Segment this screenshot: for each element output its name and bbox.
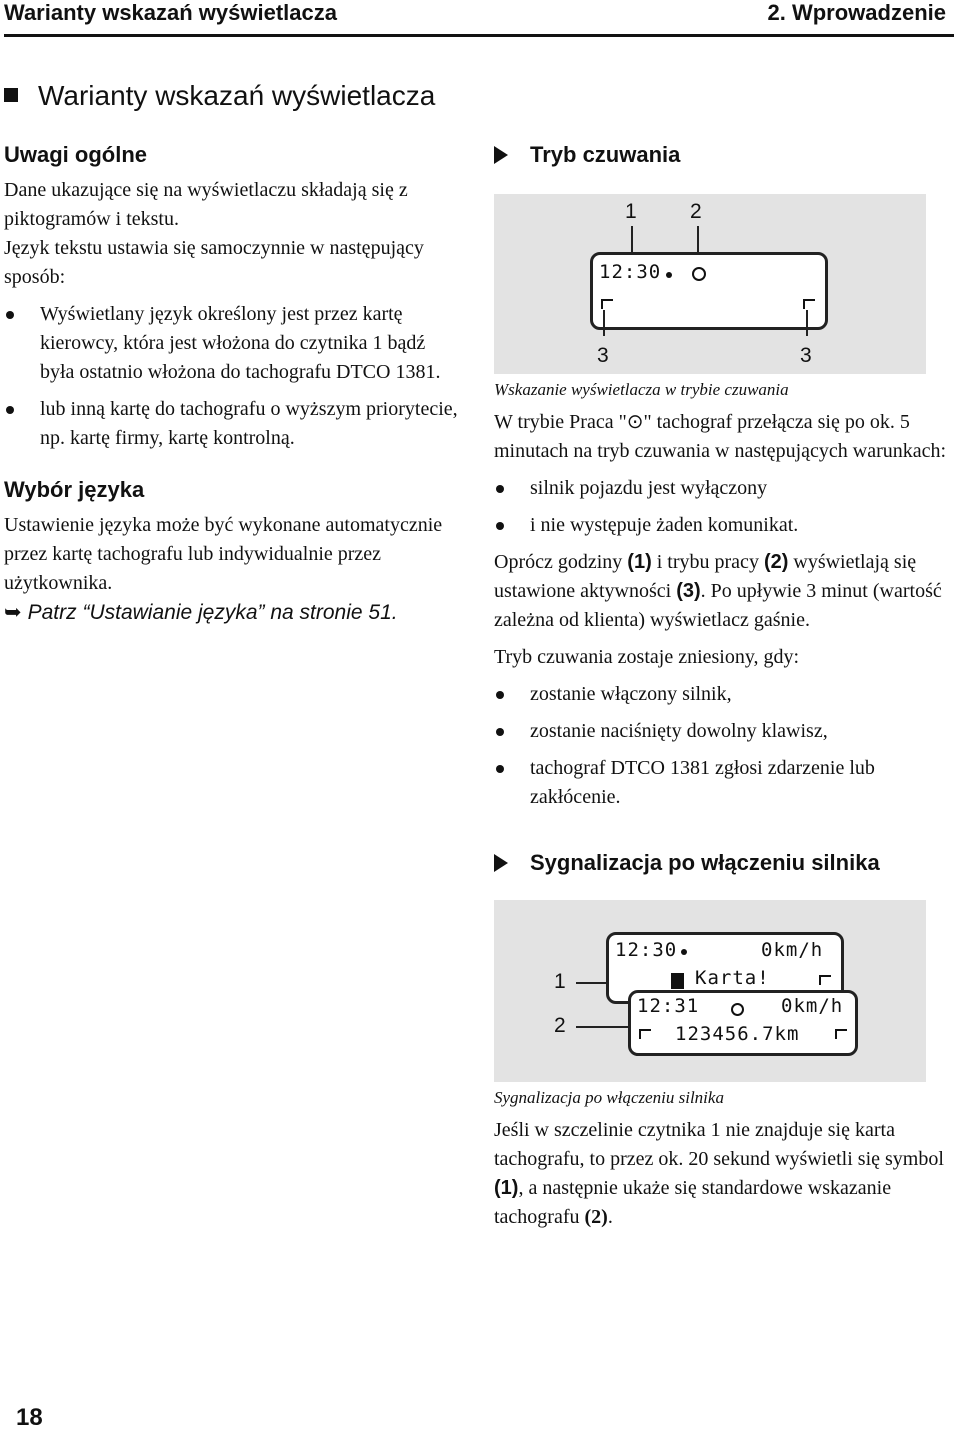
- triangle-right-icon: [494, 146, 508, 164]
- ignition-paragraph: [494, 1116, 954, 1232]
- text-span: wyświetlają się ustawione aktywności: [494, 551, 917, 602]
- lcd-odometer: 123456.7km: [675, 1023, 800, 1045]
- lcd-speed: 0km/h: [761, 939, 824, 961]
- bullet-dot-icon: [6, 311, 14, 319]
- rest-bed-icon: [601, 299, 613, 309]
- header-section-title: Warianty wskazań wyświetlacza: [4, 0, 337, 25]
- header-chapter-title: 2. Wprowadzenie: [767, 0, 946, 25]
- ignition-heading-text: Sygnalizacja po włączeniu silnika: [530, 850, 880, 875]
- list-item: [4, 395, 462, 453]
- standby-paragraph-2: [494, 548, 954, 635]
- square-bullet-icon: [4, 88, 18, 102]
- list-item-text: Wyświetlany język określony jest przez kartę kierowcy, która jest włożona do czytnika 1 bądź była ostatnio włożona do tachografu DTCO 1381.: [40, 303, 441, 383]
- standby-paragraph-1: W trybie Praca "⊙" tachograf przełącza się po ok. 5 minutach na tryb czuwania w następujących warunkach:: [494, 411, 947, 462]
- standby-heading-text: Tryb czuwania: [530, 142, 681, 167]
- callout-1: 1: [625, 200, 637, 223]
- language-selection-heading: Wybór języka: [4, 477, 145, 502]
- general-notes-paragraph-2: Język tekstu ustawia się samoczynnie w następujący sposób:: [4, 237, 424, 288]
- ignition-heading: [494, 850, 954, 876]
- standby-display-figure: [494, 194, 926, 374]
- callout-2: 2: [690, 200, 702, 223]
- ref-1: (1): [494, 1177, 519, 1199]
- list-item: [4, 300, 462, 387]
- language-rules-list: [4, 300, 462, 453]
- text-span: .: [607, 1206, 613, 1228]
- right-column: [494, 142, 954, 1232]
- list-item: [494, 680, 954, 709]
- callout-1: 1: [554, 970, 566, 993]
- text-span: . Po upływie 3 minut (wartość zależna od klienta) wyświetlacz gaśnie.: [494, 580, 942, 631]
- arrow-right-icon: ➥: [4, 601, 22, 624]
- header-rule: [4, 34, 954, 37]
- list-item: [494, 474, 954, 503]
- cross-reference-text: Patrz “Ustawianie języka” na stronie 51.: [27, 601, 398, 624]
- text-span: , a następnie ukaże się standardowe wskazanie tachografu: [494, 1177, 892, 1228]
- page-title: [4, 80, 435, 112]
- left-column: [4, 142, 462, 627]
- standby-heading: [494, 142, 954, 168]
- ref-2: (2): [763, 551, 789, 573]
- standby-circle-icon: [692, 267, 706, 281]
- rest-bed-icon: [803, 299, 815, 309]
- lcd-speed: 0km/h: [781, 995, 844, 1017]
- ref-1: (1): [627, 551, 652, 573]
- lcd-time: 12:30: [599, 261, 662, 283]
- text-span: i trybu pracy: [651, 551, 764, 573]
- ignition-figure-caption: Sygnalizacja po włączeniu silnika: [494, 1088, 724, 1107]
- page-title-text: Warianty wskazań wyświetlacza: [38, 80, 436, 111]
- bullet-dot-icon: [496, 765, 504, 773]
- general-notes-heading: Uwagi ogólne: [4, 142, 147, 167]
- ignition-display-figure: [494, 900, 926, 1082]
- bullet-dot-icon: [496, 691, 504, 699]
- callout-line: [631, 226, 633, 254]
- language-selection-paragraph: Ustawienie języka może być wykonane automatycznie przez kartę tachografu lub indywidualnie przez użytkownika.: [4, 514, 443, 594]
- standby-circle-icon: [731, 1003, 744, 1016]
- rest-bed-icon: [819, 975, 831, 985]
- callout-3-left: 3: [597, 344, 609, 367]
- list-item-text: i nie występuje żaden komunikat.: [530, 514, 799, 536]
- cross-reference-link[interactable]: [4, 598, 462, 627]
- list-item: [494, 754, 954, 812]
- standby-figure-caption: Wskazanie wyświetlacza w trybie czuwania: [494, 380, 789, 399]
- text-span: Jeśli w szczelinie czytnika 1 nie znajduje się karta tachografu, to przez ok. 20 sekund wyświetli się symbol: [494, 1119, 944, 1170]
- lcd-dot-icon: [681, 949, 687, 955]
- lcd-card-warning: Karta!: [695, 967, 770, 989]
- page-number: 18: [16, 1404, 43, 1431]
- callout-line: [697, 226, 699, 254]
- bullet-dot-icon: [496, 728, 504, 736]
- list-item: [494, 511, 954, 540]
- list-item: [494, 717, 954, 746]
- callout-2: 2: [554, 1014, 566, 1037]
- lcd-dot-icon: [666, 272, 672, 278]
- triangle-right-icon: [494, 854, 508, 872]
- callout-line: [603, 310, 605, 336]
- ref-3: (3): [676, 580, 701, 602]
- list-item-text: silnik pojazdu jest wyłączony: [530, 477, 768, 499]
- standby-cancel-list: [494, 680, 954, 812]
- lcd-screen-standard: [628, 990, 858, 1056]
- rest-bed-icon: [639, 1029, 651, 1039]
- list-item-text: zostanie włączony silnik,: [530, 683, 732, 705]
- list-item-text: tachograf DTCO 1381 zgłosi zdarzenie lub zakłócenie.: [530, 757, 875, 808]
- lcd-time: 12:31: [637, 995, 700, 1017]
- lcd-screen: [590, 252, 828, 330]
- lcd-time: 12:30: [615, 939, 678, 961]
- callout-line: [806, 310, 808, 336]
- bullet-dot-icon: [496, 522, 504, 530]
- standby-paragraph-3: Tryb czuwania zostaje zniesiony, gdy:: [494, 646, 800, 668]
- callout-3-right: 3: [800, 344, 812, 367]
- list-item-text: lub inną kartę do tachografu o wyższym priorytecie, np. kartę firmy, kartę kontrolną.: [40, 398, 458, 449]
- rest-bed-icon: [835, 1029, 847, 1039]
- text-span: Oprócz godziny: [494, 551, 628, 573]
- ref-2: (2): [584, 1206, 608, 1228]
- bullet-dot-icon: [6, 406, 14, 414]
- standby-conditions-list: [494, 474, 954, 540]
- card-icon: [671, 973, 684, 989]
- general-notes-paragraph-1: Dane ukazujące się na wyświetlaczu składają się z piktogramów i tekstu.: [4, 179, 408, 230]
- callout-line: [576, 1026, 628, 1028]
- list-item-text: zostanie naciśnięty dowolny klawisz,: [530, 720, 828, 742]
- bullet-dot-icon: [496, 485, 504, 493]
